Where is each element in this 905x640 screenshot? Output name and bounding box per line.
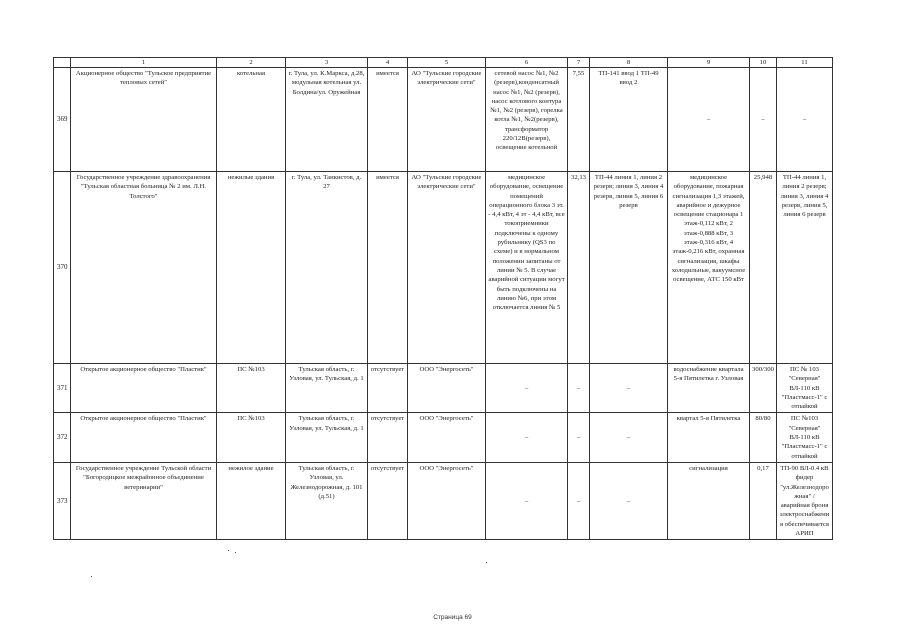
row-number: 370 xyxy=(54,172,71,364)
header-cell: 6 xyxy=(486,58,568,68)
header-cell: 10 xyxy=(750,58,777,68)
power-cell: – xyxy=(568,462,590,539)
load-feed-cell: ТП-90 ВЛ-0.4 кВ фидер "ул.Железнодорожная" / аварийная броня электроснабжения обеспечивается АРИП xyxy=(777,462,833,539)
object-type-cell: ПС №103 xyxy=(217,364,286,413)
load-cell: квартал 5-я Пятилетка xyxy=(668,413,750,462)
header-cell xyxy=(54,58,71,68)
object-type-cell: котельная xyxy=(217,68,286,172)
object-type-cell: нежилые здания xyxy=(217,172,286,364)
organization-cell: Государственное учреждение Тульской области "Богородицкое межрайонное объединение ветеринарии" xyxy=(71,462,217,539)
power-cell: – xyxy=(568,413,590,462)
organization-cell: Акционерное общество "Тульское предприятие тепловых сетей" xyxy=(71,68,217,172)
table-row xyxy=(54,413,833,462)
feed-cell: – xyxy=(590,364,668,413)
page-footer: Страница 69 xyxy=(433,614,472,621)
equipment-cell: сетевой насос №1, №2 (резерв),конденсатный насос №1, №2 (резерв), насос котлового контура №1, №2 (резерв), горелка котла №1, №2(резерв), трансформатор 220/12В(резерв), освещение котельной xyxy=(486,68,568,172)
table-row xyxy=(54,68,833,172)
grid-company-cell: ООО "Энергосеть" xyxy=(408,462,486,539)
load-cell: медицинское оборудование, пожарная сигнализация 1,3 этажей, аварийное и дежурное освещение стационара 1 этаж-0,112 кВт, 2 этаж-0,888 кВт, 3 этаж-0,316 кВт, 4 этаж-0,216 кВт, охранная сигнализация, шкафы холодильные, вакуумсное освещение, АТС 150 кВт xyxy=(668,172,750,364)
address-cell: г. Тула, ул. К.Маркса, д.28, модульная котельная ул. Болдина/ул. Оружейная xyxy=(286,68,368,172)
load-cell: водоснабжение квартала 5-я Пятилетка г. Узловая xyxy=(668,364,750,413)
grid-company-cell: ООО "Энергосеть" xyxy=(408,413,486,462)
load-feed-cell: – xyxy=(777,68,833,172)
header-cell: 4 xyxy=(368,58,408,68)
load-cell: – xyxy=(668,68,750,172)
power-cell: – xyxy=(568,364,590,413)
register-table xyxy=(53,57,833,540)
feed-cell: ТП-44 линия 1, линия 2 резерв; линия 3, линия 4 резерв, линия 5, линия 6 резерв xyxy=(590,172,668,364)
backup-source-cell: имеется xyxy=(368,68,408,172)
table-row xyxy=(54,462,833,539)
backup-source-cell: отсутствует xyxy=(368,462,408,539)
header-cell: 7 xyxy=(568,58,590,68)
address-cell: Тульская область, г. Узловая, ул. Тульская, д. 1 xyxy=(286,413,368,462)
backup-source-cell: имеется xyxy=(368,172,408,364)
load-cell: сигнализация xyxy=(668,462,750,539)
object-type-cell: ПС №103 xyxy=(217,413,286,462)
table-row xyxy=(54,172,833,364)
equipment-cell: – xyxy=(486,462,568,539)
grid-company-cell: ООО "Энергосеть" xyxy=(408,364,486,413)
equipment-cell: медицинское оборудование, освещение помещений операционного блока 3 эт. - 4,4 кВт, 4 эт - 4,4 кВт, все токоприемники подключены к одному рубильнику (QS3 по схеме) и в нормальном положении запитаны от линии № 5. В случае аварийной ситуации могут быть подключены на линию №6, при этом отключается линия № 5 xyxy=(486,172,568,364)
organization-cell: Государственное учреждение здравоохранения "Тульская областная больница № 2 им. Л.Н. Толстого" xyxy=(71,172,217,364)
object-type-cell: нежилое здание xyxy=(217,462,286,539)
load-power-cell: – xyxy=(750,68,777,172)
organization-cell: Открытое акционерное общество "Пластик" xyxy=(71,413,217,462)
scan-speck xyxy=(486,562,487,563)
backup-source-cell: отсутствует xyxy=(368,413,408,462)
power-cell: 32,13 xyxy=(568,172,590,364)
feed-cell: ТП-141 ввод 1 ТП-49 ввод 2 xyxy=(590,68,668,172)
scan-speck xyxy=(235,552,236,553)
address-cell: Тульская область, г. Узловая, ул. Тульская, д. 1 xyxy=(286,364,368,413)
scan-speck xyxy=(228,550,229,551)
backup-source-cell: отсутствует xyxy=(368,364,408,413)
header-cell: 8 xyxy=(590,58,668,68)
load-feed-cell: ТП-44 линия 1, линия 2 резерв; линия 3, линия 4 резерв, линия 5, линия 6 резерв xyxy=(777,172,833,364)
row-number: 371 xyxy=(54,364,71,413)
load-feed-cell: ПС №103 "Северная" ВЛ-110 кВ "Пластмасс-1" с отпайкой xyxy=(777,413,833,462)
header-cell: 1 xyxy=(71,58,217,68)
feed-cell: – xyxy=(590,462,668,539)
load-feed-cell: ПС № 103 "Северная" ВЛ-110 кВ "Пластмасс-1" с отпайкой xyxy=(777,364,833,413)
load-power-cell: 0,17 xyxy=(750,462,777,539)
load-power-cell: 80/80 xyxy=(750,413,777,462)
address-cell: Тульская область, г. Узловая, ул. Железнодорожная, д. 101 (д.51) xyxy=(286,462,368,539)
row-number: 373 xyxy=(54,462,71,539)
equipment-cell: – xyxy=(486,364,568,413)
header-cell: 5 xyxy=(408,58,486,68)
load-power-cell: 25,948 xyxy=(750,172,777,364)
header-cell: 3 xyxy=(286,58,368,68)
organization-cell: Открытое акционерное общество "Пластик" xyxy=(71,364,217,413)
column-number-row xyxy=(54,58,833,68)
load-power-cell: 300/300 xyxy=(750,364,777,413)
grid-company-cell: АО "Тульские городские электрические сети" xyxy=(408,68,486,172)
header-cell: 11 xyxy=(777,58,833,68)
equipment-cell: – xyxy=(486,413,568,462)
grid-company-cell: АО "Тульские городские электрические сети" xyxy=(408,172,486,364)
power-cell: 7,55 xyxy=(568,68,590,172)
scan-speck xyxy=(91,576,92,577)
address-cell: г. Тула, ул. Танкистов, д. 27 xyxy=(286,172,368,364)
table-row xyxy=(54,364,833,413)
row-number: 369 xyxy=(54,68,71,172)
header-cell: 2 xyxy=(217,58,286,68)
feed-cell: – xyxy=(590,413,668,462)
row-number: 372 xyxy=(54,413,71,462)
header-cell: 9 xyxy=(668,58,750,68)
